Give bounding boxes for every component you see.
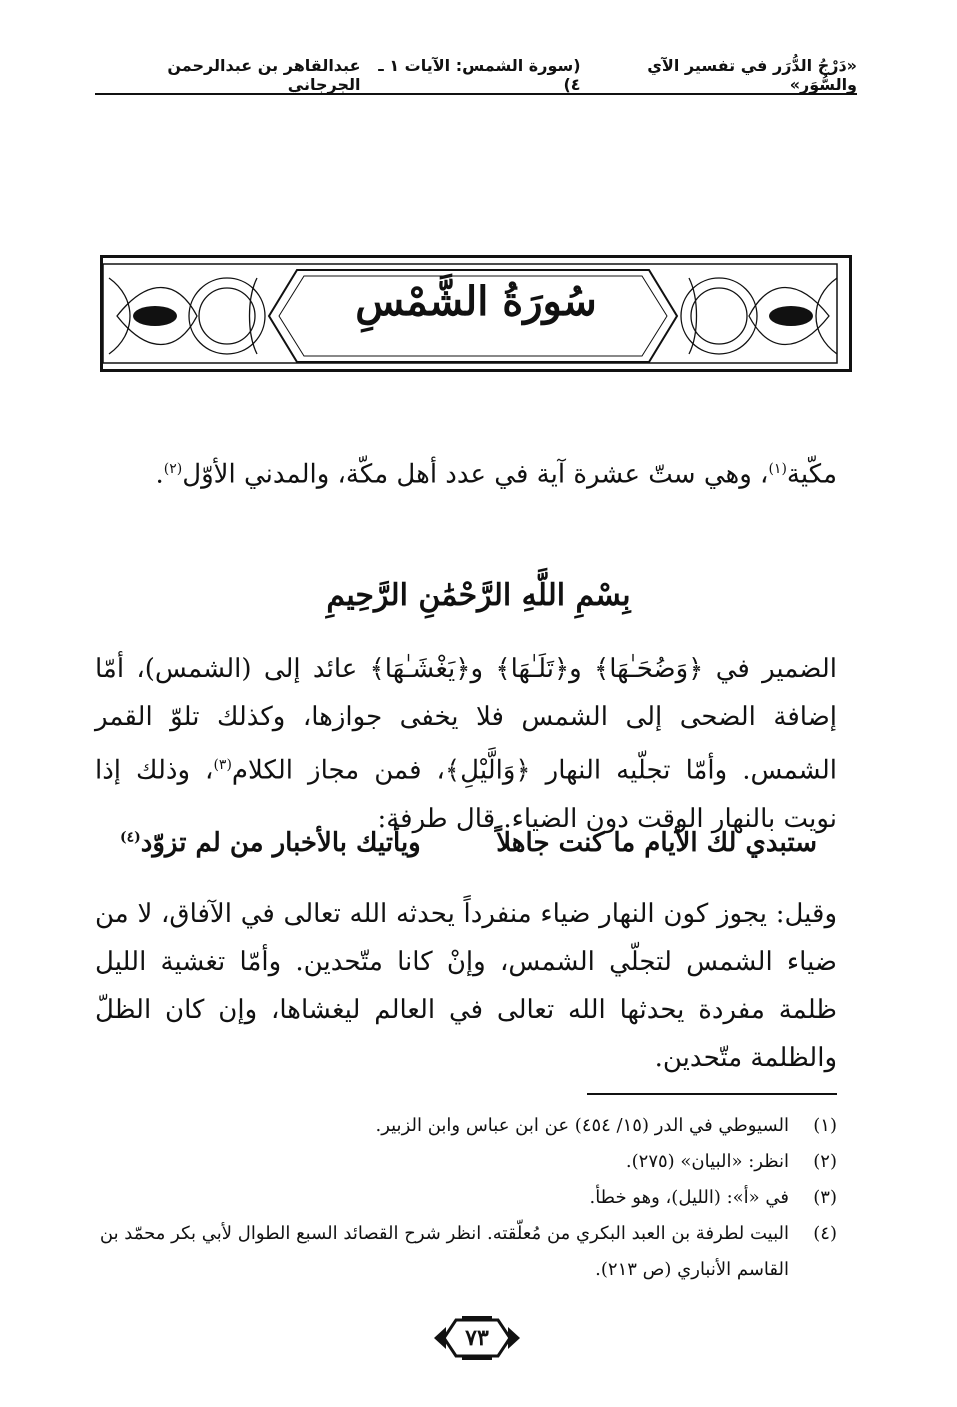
header-section: (سورة الشمس: الآيات ١ ـ ٤)	[378, 56, 581, 94]
footnote-text: في «أ»: (الليل)، وهو خطأ.	[589, 1187, 789, 1208]
footnote-number: (٣)	[813, 1187, 837, 1208]
footnote-ref-2: (٢)	[163, 461, 183, 477]
footnote	[95, 1216, 837, 1288]
footnote-ref-1: (١)	[768, 461, 787, 477]
page-number-badge	[432, 1315, 522, 1361]
footnote-rule	[587, 1093, 837, 1095]
para1-text-2: ، وذلك إذا نويت بالنهار الوقت دون الضياء. قال طرفة:	[95, 755, 837, 834]
page-number: ٧٣	[465, 1325, 489, 1351]
verse-hemistich-2-text: ويأتيك بالأخبار من لم تزوّد	[140, 828, 421, 858]
footnote-number: (٢)	[813, 1151, 837, 1172]
footnote-text: السيوطي في الدر (١٥/ ٤٥٤) عن ابن عباس وابن الزبير.	[375, 1115, 789, 1136]
footnote-number: (٤)	[813, 1223, 837, 1244]
verse-hemistich-2	[120, 828, 421, 858]
footnote-text: انظر: «البيان» (٢٧٥).	[625, 1151, 789, 1172]
header-author: عبدالقاهر بن عبدالرحمن الجرجاني	[167, 56, 361, 94]
footnote	[95, 1144, 837, 1180]
footnote-text: البيت لطرفة بن العبد البكري من مُعلّقته. انظر شرح القصائد السبع الطوال لأبي بكر محمّد بن القاسم الأنباري (ص ٢١٣).	[99, 1223, 789, 1280]
surah-title: سُورَةُ الشَّمْسِ	[355, 278, 597, 325]
intro-text-3: .	[155, 459, 164, 490]
footnotes	[95, 1108, 837, 1288]
running-header	[95, 56, 857, 94]
header-book-title: «دَرْجُ الدُّرَر في تفسير الآي والسُّوَر»	[647, 56, 857, 94]
para1-text-1: الضمير في ﴿وَضُحَـٰهَا﴾ و﴿تَلَـٰهَا﴾ و﴿يَغْشَـٰهَا﴾ عائد إلى (الشمس)، أمّا إضافة الضحى إلى الشمس فلا يخفى جوازها، وكذلك تلوّ القمر الشمس. وأمّا تجلّيه النهار ﴿وَالَّيْلِ﴾، فمن مجاز الكلام	[95, 654, 837, 786]
intro-text-1: مكّية	[786, 459, 837, 490]
footnote-ref-3: (٣)	[213, 757, 232, 773]
footnote	[95, 1108, 837, 1144]
commentary-paragraph-2: وقيل: يجوز كون النهار ضياء منفرداً يحدثه الله تعالى في الآفاق، لا من ضياء الشمس لتجلّي الشمس، وإنْ كانا متّحدين. وأمّا تغشية الليل ظلمة مفردة يحدثها الله تعالى في العالم ليغشاها، وإن كان الظلّ والظلمة متّحدين.	[95, 899, 837, 1073]
verse-hemistich-1: ستبدي لك الأيام ما كنت جاهلاً	[496, 828, 817, 858]
intro-text-2: ، وهي ستّ عشرة آية في عدد أهل مكّة، والمدني الأوّل	[182, 459, 769, 490]
basmala: بِسْمِ اللَّهِ الرَّحْمَٰنِ الرَّحِيمِ	[326, 578, 631, 613]
footnote-ref-4: (٤)	[120, 829, 141, 846]
intro-paragraph	[95, 445, 837, 499]
poetry-verse	[120, 828, 817, 858]
footnote-number: (١)	[813, 1115, 837, 1136]
footnote	[95, 1180, 837, 1216]
commentary-paragraph-1	[95, 645, 837, 846]
surah-banner	[100, 255, 852, 372]
header-rule	[95, 93, 857, 95]
